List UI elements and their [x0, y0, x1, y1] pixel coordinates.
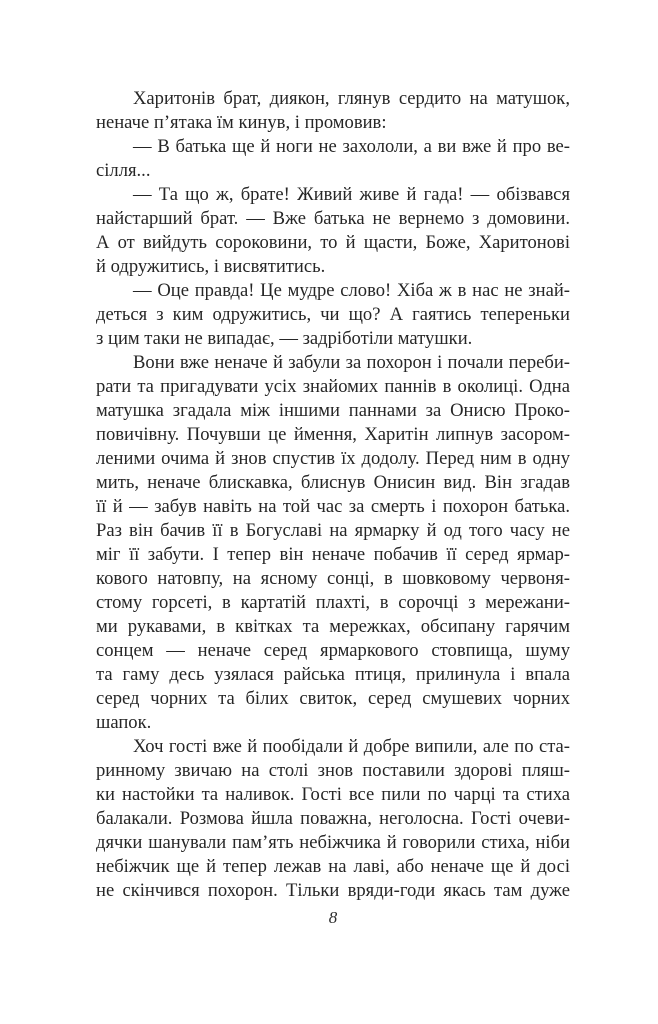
text-line: стому горсеті, в картатій плахті, в сорочці з мережани- [96, 592, 570, 613]
text-line: небіжчик ще й тепер лежав на лаві, або неначе ще й досі [96, 856, 570, 877]
text-line: — В батька ще й ноги не захололи, а ви вже й про ве- [133, 136, 570, 157]
text-line: неначе п’ятака їм кинув, і промовив: [96, 112, 387, 133]
text-line: повичівну. Почувши це ймення, Харитін липнув засором- [96, 424, 570, 445]
text-line: й одружитись, і висвятитись. [96, 256, 326, 277]
text-line: леними очима й знов спустив їх додолу. Перед ним в одну [96, 448, 570, 469]
text-line: ми рукавами, в квітках та мережках, обсипану гарячим [96, 616, 570, 637]
text-line: Вони вже неначе й забули за похорон і почали переби- [133, 352, 570, 373]
text-line: А от вийдуть сороковини, то й щасти, Боже, Харитонові [96, 232, 570, 253]
text-line: не скінчився похорон. Тільки вряди-годи якась там дуже [96, 880, 570, 901]
text-line: Харитонів брат, диякон, глянув сердито на матушок, [133, 88, 570, 109]
paragraph [96, 351, 570, 735]
text-line: сілля... [96, 160, 151, 181]
paragraph [96, 279, 570, 351]
text-line: Хоч гості вже й пообідали й добре випили, але по ста- [133, 736, 570, 757]
paragraph [96, 135, 570, 183]
text-line: ки настойки та наливок. Гості все пили по чарці та стиха [96, 784, 570, 805]
page-number: 8 [328, 908, 338, 927]
text-line: рати та пригадувати усіх знайомих паннів в околиці. Одна [96, 376, 570, 397]
text-line: балакали. Розмова йшла поважна, неголосна. Гості очеви- [96, 808, 570, 829]
text-line: Раз він бачив її в Богуславі на ярмарку й од того часу не [96, 520, 570, 541]
paragraph [96, 87, 570, 135]
text-line: міг її забути. І тепер він неначе побачив її серед ярмар- [96, 544, 570, 565]
text-line: найстарший брат. — Вже батька не вернемо з домовини. [96, 208, 570, 229]
text-line: матушка згадала між іншими паннами за Онисю Проко- [96, 400, 570, 421]
text-line: — Оце правда! Це мудре слово! Хіба ж в нас не знай- [133, 280, 570, 301]
text-line: сонцем — неначе серед ярмаркового стовпища, шуму [96, 640, 570, 661]
text-line: серед чорних та білих свиток, серед смушевих чорних [96, 688, 570, 709]
text-line: — Та що ж, брате! Живий живе й гада! — обізвався [133, 184, 570, 205]
paragraph [96, 183, 570, 279]
text-line: деться з ким одружитись, чи що? А гаятись тепереньки [96, 304, 570, 325]
paragraph [96, 735, 570, 903]
text-line: ринному звичаю на столі знов поставили здорові пляш- [96, 760, 570, 781]
text-line: з цим таки не випадає, — задріботіли матушки. [96, 328, 473, 349]
text-line: шапок. [96, 712, 152, 733]
text-block [96, 87, 570, 903]
text-line: її й — забув навіть на той час за смерть і похорон батька. [96, 496, 570, 517]
text-line: дячки шанували пам’ять небіжчика й говорили стиха, ніби [96, 832, 570, 853]
text-line: мить, неначе блискавка, блиснув Онисин вид. Він згадав [96, 472, 570, 493]
text-line: та гаму десь узялася райська птиця, прилинула і впала [96, 664, 570, 685]
text-line: кового натовпу, на ясному сонці, в шовковому червоня- [96, 568, 570, 589]
